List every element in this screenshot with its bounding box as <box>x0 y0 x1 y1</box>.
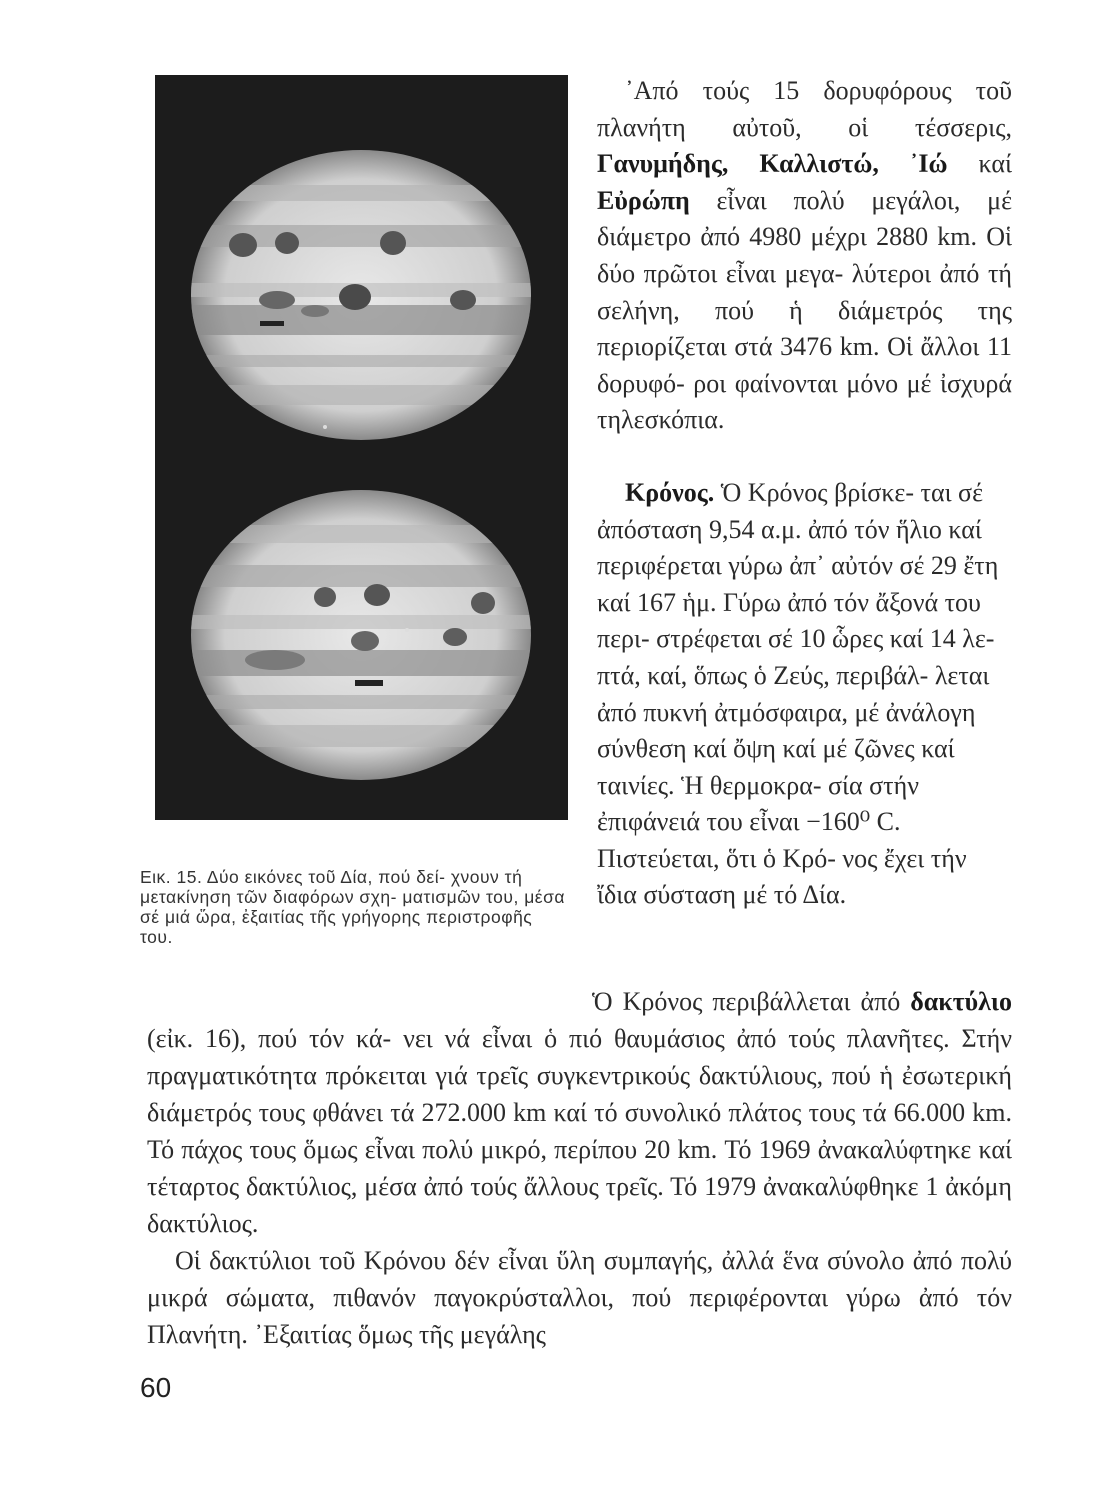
paragraph-rings <box>147 983 1012 1242</box>
rings-rest: (εἰκ. 16), πού τόν κά- νει νά εἶναι ὁ πιό θαυμάσιος ἀπό τούς πλανῆτες. Στήν πραγματικότητα πρόκειται γιά τρεῖς συγκεντρικούς δακτύλιους, πού ἡ ἐσωτερική διάμετρός τους φθάνει τά 272.000 km καί τό συνολικό πλάτος τους τά 66.000 km. Τό πάχος τους ὅμως εἶναι πολύ μικρό, περίπου 20 km. Τό 1969 ἀνακαλύφτηκε καί τέταρτος δακτύλιος, μέσα ἀπό τούς ἄλλους τρεῖς. Τό 1979 ἀνακαλύφθηκε 1 ἀκόμη δακτύλιος. <box>147 1024 1012 1238</box>
moons-intro: ᾿Από τούς 15 δορυφόρους τοῦ πλανήτη αὐτοῦ, οἱ τέσσερις, <box>597 76 1012 142</box>
moon-europa: Εὐρώπη <box>597 185 690 215</box>
moons-and: καί <box>947 149 1013 179</box>
moons-rest: εἶναι πολύ μεγάλοι, μέ διάμετρο ἀπό 4980 μέχρι 2880 km. Οἱ δύο πρῶτοι εἶναι μεγα- λύτεροι ἀπό τή σελήνη, πού ἡ διάμετρός της περιορίζεται στά 3476 km. Οἱ ἄλλοι 11 δορυφό- ροι φαίνονται μόνο μέ ἰσχυρά τηλεσκόπια. <box>597 185 1012 435</box>
figure-caption: Εικ. 15. Δύο εικόνες τοῦ Δία, πού δεί- χνουν τή μετακίνηση τῶν διαφόρων σχη- ματισμῶν του, μέσα σέ μιά ὥρα, ἐξαιτίας τῆς γρήγορης περιστροφῆς του. <box>140 867 565 947</box>
paragraph-moons <box>597 73 1012 439</box>
saturn-heading: Κρόνος. <box>625 477 715 507</box>
moon-names: Γανυμήδης, Καλλιστώ, ᾿Ιώ <box>597 149 948 179</box>
paragraph-saturn <box>597 475 1012 914</box>
jupiter-figure <box>155 75 568 820</box>
saturn-text: Ὁ Κρόνος βρίσκε- ται σέ ἀπόσταση 9,54 α.μ. ἀπό τόν ἥλιο καί περιφέρεται γύρω ἀπ᾿ αὐτόν σέ 29 ἔτη καί 167 ἡμ. Γύρω ἀπό τόν ἄξονά του περι- στρέφεται σέ 10 ὧρες καί 14 λε- πτά, καί, ὅπως ὁ Ζεύς, περιβάλ- λεται ἀπό πυκνή ἀτμόσφαιρα, μέ ἀνάλογη σύνθεση καί ὄψη καί μέ ζῶνες καί ταινίες. Ἡ θερμοκρα- σία στήν ἐπιφάνειά του εἶναι −160⁰ C. Πιστεύεται, ὅτι ὁ Κρό- νος ἔχει τήν ἴδια σύσταση μέ τό Δία. <box>597 477 999 910</box>
lower-text <box>147 983 1012 1353</box>
paragraph-rings-composition: Οἱ δακτύλιοι τοῦ Κρόνου δέν εἶναι ὕλη συμπαγής, ἀλλά ἕνα σύνολο ἀπό πολύ μικρά σώματα, πιθανόν παγοκρύσταλλοι, πού περιφέρονται γύρω ἀπό τόν Πλανήτη. ᾿Εξαιτίας ὅμως τῆς μεγάλης <box>147 1246 1012 1349</box>
page-number: 60 <box>140 1372 172 1403</box>
jupiter-photo-icon <box>155 75 568 820</box>
rings-start: Ὁ Κρόνος περιβάλλεται ἀπό <box>592 987 911 1016</box>
right-column-text <box>597 73 1012 914</box>
ring-term: δακτύλιο <box>910 987 1012 1016</box>
